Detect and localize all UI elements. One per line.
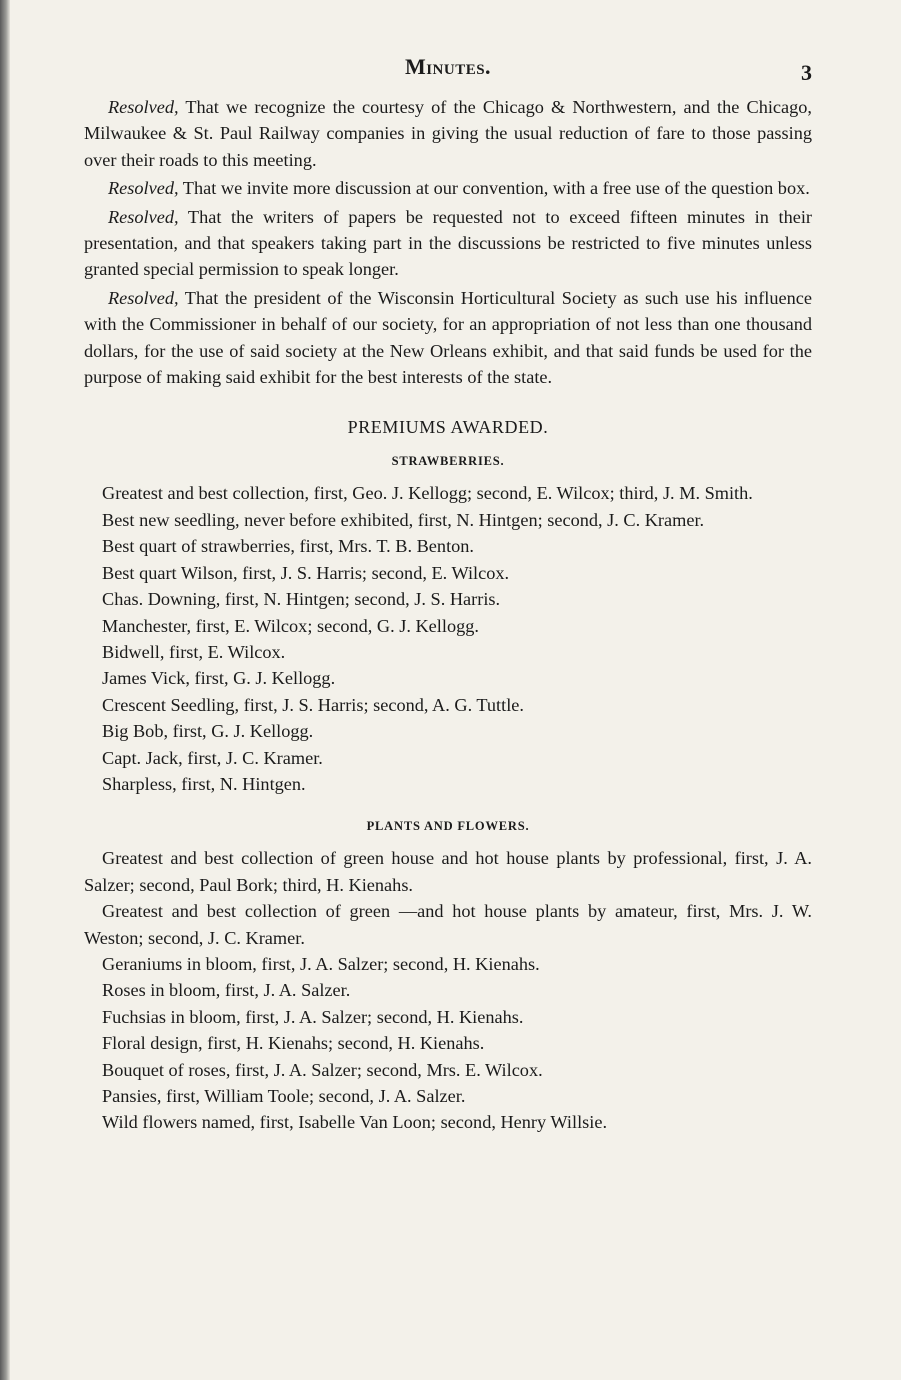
page-binding-edge — [0, 0, 10, 1380]
resolution-paragraph — [84, 175, 812, 201]
premium-entry: Greatest and best collection of green house and hot house plants by professional, first, J. A. Salzer; second, Paul Bork; third, H. Kienahs. — [84, 848, 812, 895]
premium-entry: Geraniums in bloom, first, J. A. Salzer; second, H. Kienahs. — [102, 953, 540, 974]
premium-entry: Best quart Wilson, first, J. S. Harris; second, E. Wilcox. — [102, 562, 510, 583]
document-page — [84, 54, 812, 1136]
premium-entry: Roses in bloom, first, J. A. Salzer. — [102, 980, 351, 1001]
premium-entry: Bidwell, first, E. Wilcox. — [102, 641, 286, 662]
premium-entry: Greatest and best collection of green —and hot house plants by amateur, first, Mrs. J. W. Weston; second, J. C. Kramer. — [84, 901, 812, 948]
resolution-lead: Resolved, — [108, 287, 179, 308]
resolution-lead: Resolved, — [108, 178, 179, 199]
premium-entry: Floral design, first, H. Kienahs; second, H. Kienahs. — [102, 1033, 485, 1054]
premium-entry: Best new seedling, never before exhibited, first, N. Hintgen; second, J. C. Kramer. — [102, 509, 705, 530]
premium-entry: Pansies, first, William Toole; second, J. A. Salzer. — [102, 1086, 466, 1106]
premium-entry: Sharpless, first, N. Hintgen. — [102, 773, 306, 794]
resolution-text: That the writers of papers be requested not to exceed fifteen minutes in their presentation, and that speakers taking part in the discussions be restricted to five minutes unless granted special permission to speak longer. — [84, 206, 812, 280]
resolution-text: That the president of the Wisconsin Horticultural Society as such use his influence with the Commissioner in behalf of our society, for an appropriation of not less than one thousand dollars, for the use of said society at the New Orleans exhibit, and that said funds be used for the purpose of making said exhibit for the best interests of the state. — [84, 287, 812, 388]
premium-entry: Bouquet of roses, first, J. A. Salzer; second, Mrs. E. Wilcox. — [102, 1059, 543, 1080]
premium-entry: Best quart of strawberries, first, Mrs. T. B. Benton. — [102, 536, 474, 557]
premium-entry: Crescent Seedling, first, J. S. Harris; second, A. G. Tuttle. — [102, 694, 524, 715]
premium-entry: Manchester, first, E. Wilcox; second, G. J. Kellogg. — [102, 615, 479, 636]
premium-entry: James Vick, first, G. J. Kellogg. — [102, 668, 336, 689]
resolution-paragraph — [84, 204, 812, 283]
premium-entry: Chas. Downing, first, N. Hintgen; second, J. S. Harris. — [102, 589, 501, 610]
page-title: Minutes. — [404, 54, 492, 79]
resolution-text: That we invite more discussion at our convention, with a free use of the question box. — [178, 178, 810, 199]
premium-entry: Capt. Jack, first, J. C. Kramer. — [102, 747, 323, 768]
premium-entry: Big Bob, first, G. J. Kellogg. — [102, 721, 314, 742]
page-number: 3 — [801, 60, 812, 85]
resolution-lead: Resolved, — [108, 206, 179, 227]
resolution-paragraph — [84, 285, 812, 391]
subheading-strawberries: STRAWBERRIES. — [391, 454, 505, 469]
resolution-paragraph — [84, 94, 812, 173]
premium-entry: Greatest and best collection, first, Geo. J. Kellogg; second, E. Wilcox; third, J. M. Smith. — [102, 483, 753, 504]
section-heading-premiums: PREMIUMS AWARDED. — [347, 417, 549, 438]
running-head — [84, 54, 812, 94]
resolution-lead: Resolved, — [108, 97, 179, 117]
resolution-text: That we recognize the courtesy of the Chicago & Northwestern, and the Chicago, Milwaukee & St. Paul Railway companies in giving the usual reduction of fare to those passing over their roads to this meeting. — [84, 97, 812, 170]
premium-entry: Wild flowers named, first, Isabelle Van Loon; second, Henry Willsie. — [102, 1112, 608, 1133]
premium-entry: Fuchsias in bloom, first, J. A. Salzer; second, H. Kienahs. — [102, 1006, 524, 1027]
subheading-plants-and-flowers: PLANTS AND FLOWERS. — [366, 819, 530, 834]
